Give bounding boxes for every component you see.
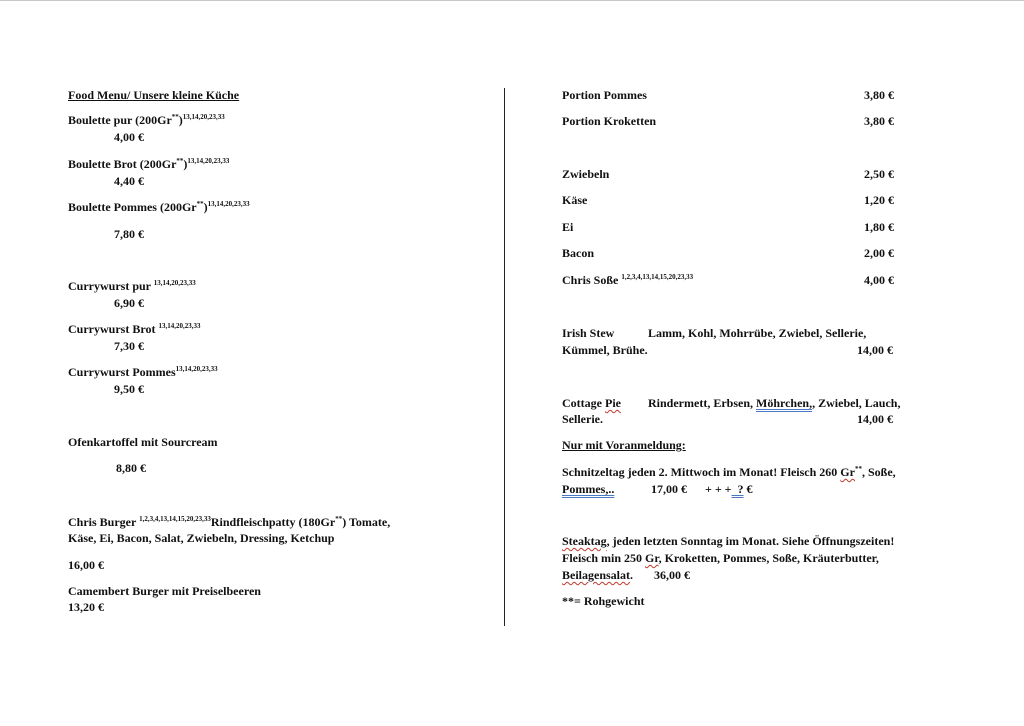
- chris-burger-line2: Käse, Ei, Bacon, Salat, Zwiebeln, Dressing, Ketchup: [68, 531, 335, 545]
- camembert-burger-name: Camembert Burger mit Preiselbeeren: [68, 584, 261, 598]
- schnitzeltag-price: 17,00 €: [651, 482, 687, 496]
- currywurst-pur-name: Currywurst pur $^{13,14,20,23,33}$: [68, 279, 196, 293]
- portion-kroketten-price: 3,80 €: [864, 114, 894, 128]
- irish-stew-line2: Kümmel, Brühe.: [562, 343, 648, 357]
- schnitzeltag-line2: Pommes,..: [562, 482, 615, 496]
- rohgewicht-footnote: **= Rohgewicht: [562, 594, 645, 608]
- chris-burger-price: 16,00 €: [68, 558, 104, 572]
- ofenkartoffel-name: Ofenkartoffel mit Sourcream: [68, 435, 218, 449]
- currywurst-brot-price: 7,30 €: [114, 339, 144, 353]
- cottage-pie-desc: Rindermett, Erbsen, Möhrchen,, Zwiebel, Lauch,: [648, 396, 901, 410]
- cottage-pie-line2: Sellerie.: [562, 412, 603, 426]
- page-top-border: [0, 0, 1024, 1]
- camembert-burger-price: 13,20 €: [68, 600, 104, 614]
- currywurst-brot-name: Currywurst Brot $^{13,14,20,23,33}$: [68, 322, 201, 336]
- portion-pommes-name: Portion Pommes: [562, 88, 647, 102]
- column-divider: [504, 88, 505, 626]
- ei-name: Ei: [562, 220, 574, 234]
- zwiebeln-price: 2,50 €: [864, 167, 894, 181]
- boulette-pommes-name: Boulette Pommes $(200Gr^{**})^{13,14,20,23,33}$: [68, 200, 250, 214]
- boulette-pur-price: 4,00 €: [114, 130, 144, 144]
- schnitzeltag-line1: Schnitzeltag jeden 2. Mittwoch im Monat! Fleisch 260 Gr**, Soße,: [562, 465, 896, 479]
- steaktag-line3: Beilagensalat.: [562, 568, 633, 582]
- cottage-pie-price: 14,00 €: [857, 412, 893, 426]
- kaese-price: 1,20 €: [864, 193, 894, 207]
- steaktag-price: 36,00 €: [654, 568, 690, 582]
- bacon-price: 2,00 €: [864, 246, 894, 260]
- irish-stew-desc: Lamm, Kohl, Mohrrübe, Zwiebel, Sellerie,: [648, 326, 867, 340]
- ei-price: 1,80 €: [864, 220, 894, 234]
- boulette-brot-price: 4,40 €: [114, 174, 144, 188]
- steaktag-line2: Fleisch min 250 Gr, Kroketten, Pommes, Soße, Kräuterbutter,: [562, 551, 879, 565]
- cottage-pie-name: Cottage Pie: [562, 396, 621, 410]
- zwiebeln-name: Zwiebeln: [562, 167, 610, 181]
- portion-kroketten-name: Portion Kroketten: [562, 114, 657, 128]
- currywurst-pur-price: 6,90 €: [114, 296, 144, 310]
- steaktag-line1: Steaktag, jeden letzten Sonntag im Monat. Siehe Öffnungszeiten!: [562, 534, 895, 548]
- portion-pommes-price: 3,80 €: [864, 88, 894, 102]
- bacon-name: Bacon: [562, 246, 595, 260]
- irish-stew-name: Irish Stew: [562, 326, 615, 340]
- chris-burger-line1: Chris Burger $^{1,2,3,4,13,14,15,20,23,33}$Rindfleischpatty (180Gr**) Tomate,: [68, 515, 391, 529]
- boulette-pur-name: Boulette pur $(200Gr^{**})^{13,14,20,23,33}$: [68, 113, 225, 127]
- kaese-name: Käse: [562, 193, 588, 207]
- chris-sosse-name: Chris Soße $^{1,2,3,4,13,14,15,20,23,33}$: [562, 273, 694, 287]
- irish-stew-price: 14,00 €: [857, 343, 893, 357]
- boulette-pommes-price: 7,80 €: [114, 227, 144, 241]
- ofenkartoffel-price: 8,80 €: [116, 461, 146, 475]
- menu-title: Food Menu/ Unsere kleine Küche: [68, 88, 240, 102]
- currywurst-pommes-name: Currywurst Pommes$^{13,14,20,23,33}$: [68, 365, 218, 379]
- boulette-brot-name: Boulette Brot $(200Gr^{**})^{13,14,20,23,33}$: [68, 157, 230, 171]
- schnitzeltag-extras: + + + ? €: [705, 482, 753, 496]
- chris-sosse-price: 4,00 €: [864, 273, 894, 287]
- voranmeldung-heading: Nur mit Voranmeldung:: [562, 438, 686, 452]
- currywurst-pommes-price: 9,50 €: [114, 382, 144, 396]
